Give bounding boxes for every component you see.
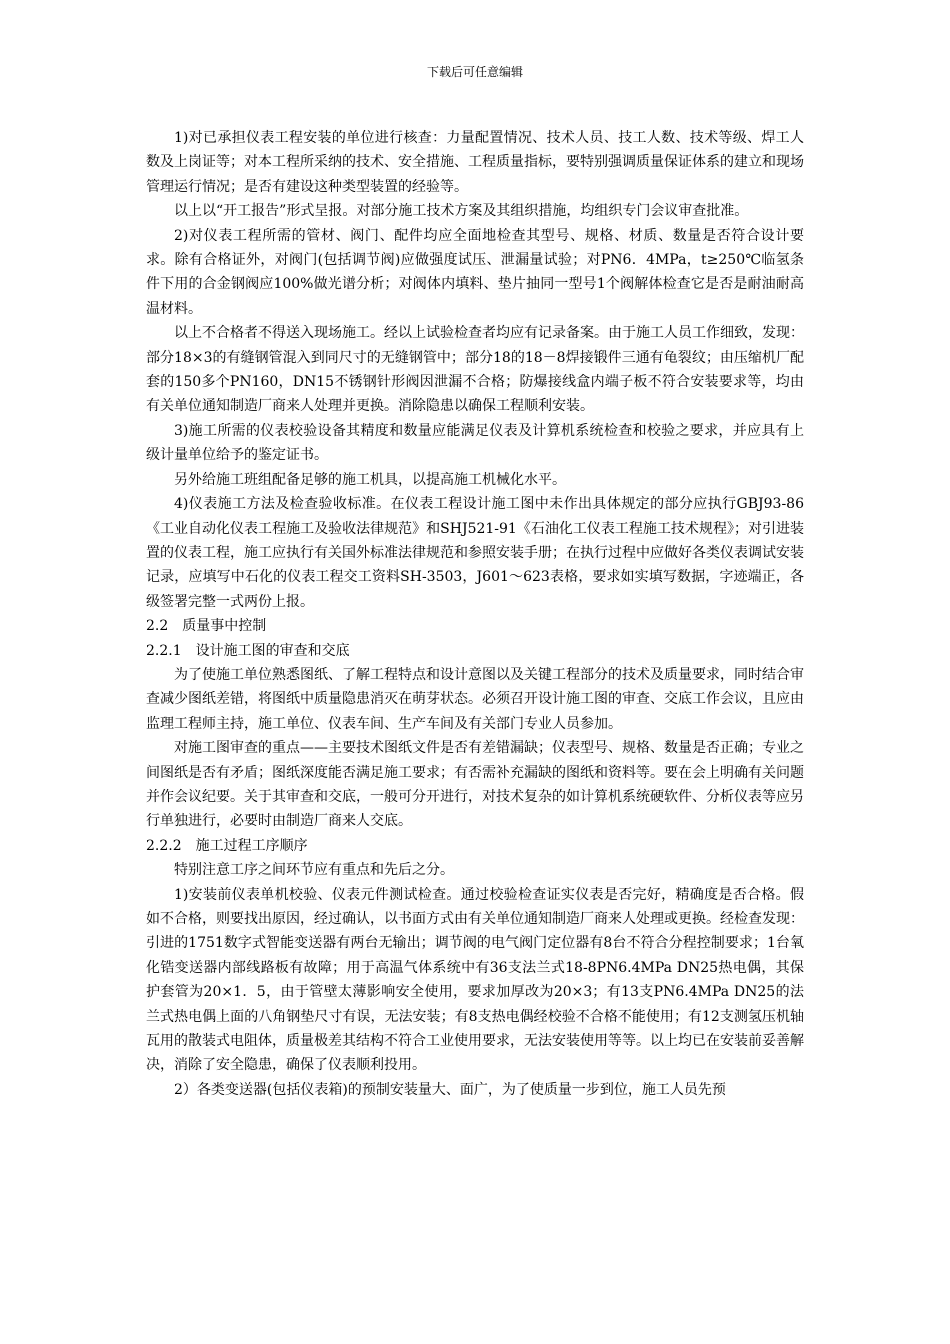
- paragraph: 以上不合格者不得送入现场施工。经以上试验检查者均应有记录备案。由于施工人员工作细致，发现：部分18×3的有缝钢管混入到同尺寸的无缝钢管中；部分18的18－8焊接锻件三通有龟裂纹；由压缩机厂配套的150多个PN160，DN15不锈钢针形阀因泄漏不合格；防爆接线盒内端子板不符合安装要求等，均由有关单位通知制造厂商来人处理并更换。消除隐患以确保工程顺利安装。: [146, 325, 804, 415]
- paragraph: 4)仪表施工方法及检查验收标准。在仪表工程设计施工图中未作出具体规定的部分应执行GBJ93-86《工业自动化仪表工程施工及验收法律规范》和SHJ521-91《石油化工仪表工程施工技术规程》；对引进装置的仪表工程，施工应执行有关国外标准法律规范和参照安装手册；在执行过程中应做好各类仪表调试安装记录，应填写中石化的仪表工程交工资料SH-3503，J601～623表格，要求如实填写数据，字迹端正，各级签署完整一式两份上报。: [146, 496, 804, 610]
- paragraph: 2)对仪表工程所需的管材、阀门、配件均应全面地检查其型号、规格、材质、数量是否符合设计要求。除有合格证外，对阀门(包括调节阀)应做强度试压、泄漏量试验；对PN6．4MPa，t≥250℃临氢条件下用的合金钢阀应100%做光谱分析；对阀体内填料、垫片抽同一型号1个阀解体检查它是否是耐油耐高温材料。: [146, 227, 804, 317]
- paragraph: 以上以“开工报告”形式呈报。对部分施工技术方案及其组织措施，均组织专门会议审查批准。: [174, 203, 749, 220]
- subsection-heading: 2.2.2 施工过程工序顺序: [146, 837, 308, 854]
- paragraph: 1)安装前仪表单机校验、仪表元件测试检查。通过校验检查证实仪表是否完好，精确度是否合格。假如不合格，则要找出原因，经过确认，以书面方式由有关单位通知制造厂商来人处理或更换。经检查发现：引进的1751数字式智能变送器有两台无输出；调节阀的电气阀门定位器有8台不符合分程控制要求；1台氧化锆变送器内部线路板有故障；用于高温气体系统中有36支法兰式18-8PN6.4MPa DN25热电偶，其保护套管为20×1．5，由于管壁太薄影响安全使用，要求加厚改为20×3；有13支PN6.4MPa DN25的法兰式热电偶上面的八角钢垫尺寸有误，无法安装；有8支热电偶经校验不合格不能使用；有12支测氢压机轴瓦用的散装式电阻体，质量极差其结构不符合工业使用要求，无法安装使用等等。以上均已在安装前妥善解决，消除了安全隐患，确保了仪表顺利投用。: [146, 886, 804, 1074]
- paragraph: 另外给施工班组配备足够的施工机具，以提高施工机械化水平。: [174, 471, 566, 488]
- section-heading: 2.2 质量事中控制: [146, 618, 267, 635]
- document-body: [146, 126, 804, 1102]
- paragraph: 特别注意工序之间环节应有重点和先后之分。: [174, 862, 454, 879]
- paragraph: 对施工图审查的重点——主要技术图纸文件是否有差错漏缺；仪表型号、规格、数量是否正确；专业之间图纸是否有矛盾；图纸深度能否满足施工要求；有否需补充漏缺的图纸和资料等。要在会上明确有关问题并作会议纪要。关于其审查和交底，一般可分开进行，对技术复杂的如计算机系统硬软件、分析仪表等应另行单独进行，必要时由制造厂商来人交底。: [146, 740, 804, 830]
- paragraph: 为了使施工单位熟悉图纸、了解工程特点和设计意图以及关键工程部分的技术及质量要求，同时结合审查减少图纸差错，将图纸中质量隐患消灭在萌芽状态。必须召开设计施工图的审查、交底工作会议，且应由监理工程师主持，施工单位、仪表车间、生产车间及有关部门专业人员参加。: [146, 666, 804, 732]
- paragraph: 1)对已承担仪表工程安装的单位进行核查：力量配置情况、技术人员、技工人数、技术等级、焊工人数及上岗证等；对本工程所采纳的技术、安全措施、工程质量指标，要特别强调质量保证体系的建立和现场管理运行情况；是否有建设这种类型装置的经验等。: [146, 130, 804, 195]
- paragraph: 3)施工所需的仪表校验设备其精度和数量应能满足仪表及计算机系统检查和校验之要求，并应具有上级计量单位给予的鉴定证书。: [146, 422, 804, 464]
- subsection-heading: 2.2.1 设计施工图的审查和交底: [146, 642, 350, 659]
- page-header: 下载后可任意编辑: [426, 65, 523, 79]
- paragraph: 2）各类变送器(包括仪表箱)的预制安装量大、面广，为了使质量一步到位，施工人员先预: [174, 1081, 726, 1098]
